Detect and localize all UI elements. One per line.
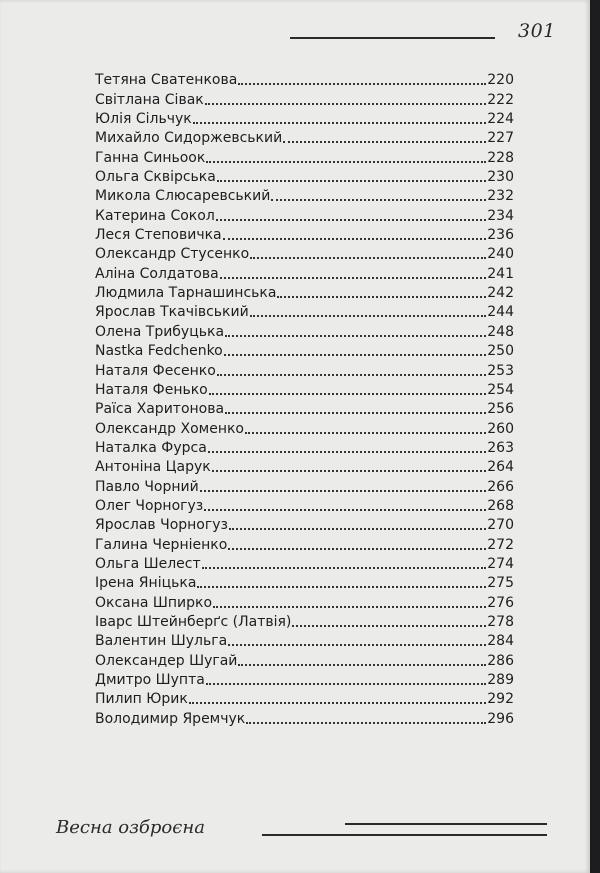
page-ref: 253 <box>487 362 514 379</box>
author-name: Оксана Шпирко <box>95 594 213 611</box>
author-name: Олександер Шугай <box>95 652 238 669</box>
page-ref: 289 <box>487 672 514 688</box>
toc-entry <box>95 186 514 205</box>
page-ref: 254 <box>487 381 514 398</box>
toc-entry <box>95 438 514 457</box>
dot-leader <box>238 83 486 85</box>
author-name: Володимир Яремчук <box>95 710 246 727</box>
page-ref: 220 <box>487 72 514 89</box>
dot-leader <box>238 664 486 666</box>
toc-entry <box>95 167 514 186</box>
toc-entry <box>95 554 514 573</box>
author-name: Ольга Шелест <box>95 555 201 572</box>
page-ref: 274 <box>487 555 514 572</box>
page-ref: 222 <box>487 91 514 108</box>
author-name: Іварс Штейнберґс (Латвія) <box>95 613 292 630</box>
toc-entry <box>95 380 514 399</box>
dot-leader <box>202 567 487 569</box>
dot-leader <box>225 412 486 414</box>
author-name: Ярослав Ткачівський <box>95 304 249 321</box>
dot-leader <box>209 393 487 395</box>
dot-leader <box>204 509 486 511</box>
dot-leader <box>216 219 487 221</box>
author-name: Ганна Синьоок <box>95 149 206 166</box>
toc-entry <box>95 708 514 727</box>
dot-leader <box>224 354 487 356</box>
author-name: Антоніна Царук <box>95 459 211 476</box>
page-ref: 296 <box>487 710 514 727</box>
author-name: Олег Чорногуз <box>95 497 204 514</box>
dot-leader <box>212 470 487 472</box>
footer-rule-lower <box>262 834 547 836</box>
author-name: Олександр Хоменко <box>95 420 244 437</box>
dot-leader <box>213 606 486 608</box>
toc-entry <box>95 147 514 166</box>
page-ref: 256 <box>487 401 514 418</box>
dot-leader <box>197 586 486 588</box>
dot-leader <box>246 722 486 724</box>
toc-entry <box>95 360 514 379</box>
dot-leader <box>208 451 486 453</box>
dot-leader <box>245 432 486 434</box>
dot-leader <box>206 683 486 685</box>
toc-entry <box>95 321 514 340</box>
toc-entry <box>95 650 514 669</box>
author-name: Леся Степовичка <box>95 227 222 244</box>
dot-leader <box>217 374 486 376</box>
page-ref: 230 <box>487 169 514 186</box>
page-ref: 241 <box>487 265 514 282</box>
page-ref: 268 <box>487 497 514 514</box>
page-ref: 275 <box>487 575 514 592</box>
toc-entry <box>95 689 514 708</box>
dot-leader <box>205 103 487 105</box>
toc-entry <box>95 205 514 224</box>
page-ref: 236 <box>487 227 514 244</box>
page-ref: 272 <box>487 536 514 553</box>
dot-leader <box>292 625 486 627</box>
table-of-contents <box>95 70 514 728</box>
toc-entry <box>95 476 514 495</box>
dot-leader <box>200 490 487 492</box>
author-name: Валентин Шульга <box>95 633 228 650</box>
author-name: Ольга Сквірська <box>95 169 216 186</box>
page-ref: 232 <box>487 188 514 205</box>
footer-rule-upper <box>345 823 547 825</box>
page-ref: 224 <box>487 111 514 128</box>
page-ref: 276 <box>487 594 514 611</box>
author-name: Наталка Фурса <box>95 439 207 456</box>
dot-leader <box>193 122 487 124</box>
header-rule <box>290 37 495 39</box>
dot-leader <box>271 199 486 201</box>
footer-book-title: Весна озброєна <box>56 817 205 838</box>
toc-entry <box>95 399 514 418</box>
author-name: Раїса Харитонова <box>95 401 225 418</box>
dot-leader <box>225 335 486 337</box>
author-name: Наталя Фесенко <box>95 362 216 379</box>
dot-leader <box>250 315 487 317</box>
toc-entry <box>95 302 514 321</box>
dot-leader <box>250 257 486 259</box>
page-ref: 292 <box>487 691 514 708</box>
dot-leader <box>277 296 486 298</box>
page-number: 301 <box>518 20 556 42</box>
page-ref: 284 <box>487 633 514 650</box>
toc-entry <box>95 418 514 437</box>
page-ref: 227 <box>487 130 514 147</box>
toc-entry <box>95 496 514 515</box>
dot-leader <box>189 702 486 704</box>
toc-entry <box>95 225 514 244</box>
toc-entry <box>95 631 514 650</box>
toc-entry <box>95 89 514 108</box>
toc-entry <box>95 612 514 631</box>
toc-entry <box>95 263 514 282</box>
author-name: Ярослав Чорногуз <box>95 517 228 534</box>
page-ref: 263 <box>487 439 514 456</box>
author-name: Пилип Юрик <box>95 691 188 708</box>
toc-entry <box>95 70 514 89</box>
page-ref: 260 <box>487 420 514 437</box>
toc-entry <box>95 515 514 534</box>
author-name: Наталя Фенько <box>95 381 208 398</box>
page-ref: 266 <box>487 478 514 495</box>
dot-leader <box>228 548 486 550</box>
page-ref: 250 <box>487 343 514 360</box>
toc-entry <box>95 283 514 302</box>
toc-entry <box>95 592 514 611</box>
dot-leader <box>228 644 486 646</box>
toc-entry <box>95 128 514 147</box>
page-ref: 242 <box>487 285 514 302</box>
author-name: Галина Черніенко <box>95 536 228 553</box>
author-name: Олена Трибуцька <box>95 323 225 340</box>
author-name: Павло Чорний <box>95 478 199 495</box>
toc-entry <box>95 670 514 689</box>
toc-entry <box>95 573 514 592</box>
author-name: Дмитро Шупта <box>95 672 205 688</box>
page-ref: 264 <box>487 459 514 476</box>
author-name: Микола Слюсаревський <box>95 188 271 205</box>
toc-entry <box>95 534 514 553</box>
author-name: Людмила Тарнашинська <box>95 285 277 302</box>
dot-leader <box>283 141 486 143</box>
author-name: Юлія Сільчук <box>95 111 192 128</box>
dot-leader <box>206 161 486 163</box>
author-name: Світлана Сівак <box>95 91 204 108</box>
page-ref: 286 <box>487 652 514 669</box>
toc-entry <box>95 109 514 128</box>
page-ref: 228 <box>487 149 514 166</box>
toc-entry <box>95 244 514 263</box>
toc-entry <box>95 457 514 476</box>
author-name: Аліна Солдатова <box>95 265 219 282</box>
page-ref: 234 <box>487 207 514 224</box>
author-name: Катерина Сокол <box>95 207 215 224</box>
author-name: Ірена Яніцька <box>95 575 197 592</box>
page-ref: 240 <box>487 246 514 263</box>
page-ref: 244 <box>487 304 514 321</box>
dot-leader <box>223 238 487 240</box>
dot-leader <box>217 180 486 182</box>
page-ref: 278 <box>487 613 514 630</box>
dot-leader <box>220 277 487 279</box>
page-ref: 248 <box>487 323 514 340</box>
author-name: Михайло Сидоржевський <box>95 130 283 147</box>
author-name: Nastka Fedchenko <box>95 343 223 360</box>
dot-leader <box>229 528 486 530</box>
page-ref: 270 <box>487 517 514 534</box>
author-name: Олександр Стусенко <box>95 246 250 263</box>
author-name: Тетяна Сватенкова <box>95 72 238 89</box>
toc-entry <box>95 341 514 360</box>
